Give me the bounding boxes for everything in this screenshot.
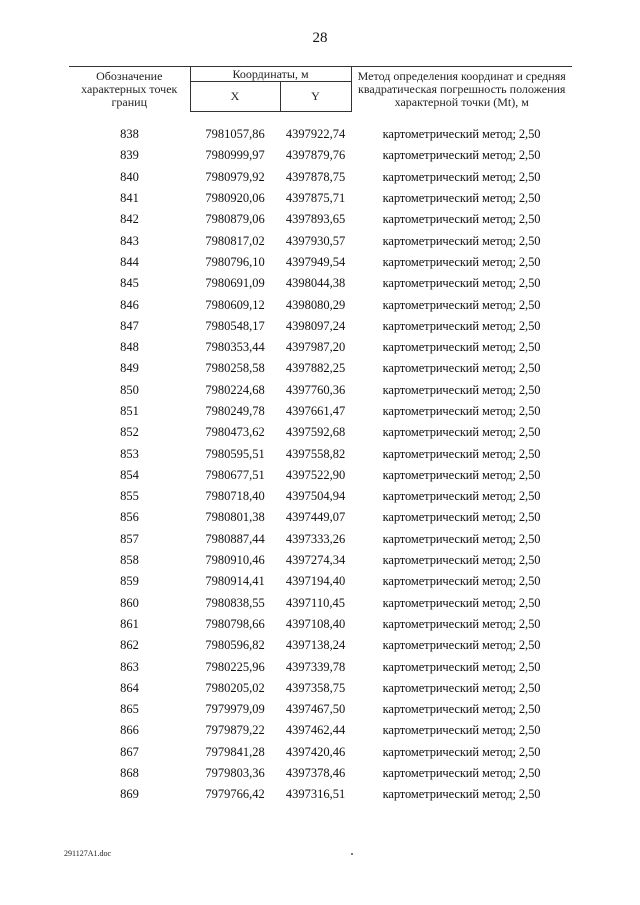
cell-point-number: 853 [120,446,139,461]
table-row [69,443,572,464]
cell-method: картометрический метод; 2,50 [382,191,541,206]
header-coordinates: Координаты, м [190,67,351,82]
cell-x-coordinate: 7980548,17 [205,318,265,333]
footer-file-name: 291127A1.doc [64,849,112,858]
cell-x-coordinate: 7980353,44 [205,340,265,355]
cell-y-coordinate: 4397661,47 [285,404,346,418]
cell-point-number: 869 [120,787,139,802]
cell-y-coordinate: 4397108,40 [285,616,346,631]
cell-point-number: 844 [120,254,139,269]
header-method: Метод определения координат и средняя квадратическая погрешность положения характерной точки (Mt), м [351,67,572,112]
cell-point-number: 845 [120,276,139,291]
cell-method: картометрический метод; 2,50 [382,425,541,440]
cell-method: картометрический метод; 2,50 [382,553,541,568]
cell-x-coordinate: 7980596,82 [205,638,265,653]
cell-point-number: 862 [120,638,139,653]
cell-method: картометрический метод; 2,50 [382,446,541,461]
cell-y-coordinate: 4397274,34 [285,553,346,568]
cell-method: картометрический метод; 2,50 [382,127,541,142]
cell-method: картометрический метод; 2,50 [382,638,541,653]
cell-y-coordinate: 4397194,40 [285,574,346,589]
table-row [69,784,572,805]
cell-y-coordinate: 4397333,26 [285,531,346,546]
cell-point-number: 858 [120,553,139,568]
cell-point-number: 850 [120,382,139,397]
coordinates-table [69,66,572,806]
cell-y-coordinate: 4398044,38 [285,276,346,291]
table-row [69,593,572,614]
cell-point-number: 840 [120,169,139,184]
cell-y-coordinate: 4397462,44 [285,723,346,738]
cell-method: картометрический метод; 2,50 [382,616,541,631]
cell-method: картометрический метод; 2,50 [382,723,541,738]
cell-point-number: 860 [120,595,139,610]
cell-y-coordinate: 4397930,57 [285,233,346,248]
cell-point-number: 865 [120,702,139,717]
cell-method: картометрический метод; 2,50 [382,659,541,674]
cell-method: картометрический метод; 2,50 [382,382,541,397]
cell-point-number: 867 [120,744,139,759]
cell-y-coordinate: 4397467,50 [285,702,346,717]
cell-point-number: 863 [120,659,139,674]
cell-y-coordinate: 4397592,68 [285,425,346,440]
cell-point-number: 841 [120,191,139,206]
table-row [69,656,572,677]
table-row [69,167,572,188]
cell-x-coordinate: 7980887,44 [205,531,265,546]
table-row [69,252,572,273]
cell-method: картометрический метод; 2,50 [382,680,541,695]
cell-point-number: 848 [120,340,139,355]
table-row [69,571,572,592]
cell-x-coordinate: 7980677,51 [205,467,265,482]
table-row [69,294,572,315]
table-row [69,763,572,784]
cell-y-coordinate: 4397522,90 [285,467,346,482]
table-row [69,188,572,209]
cell-x-coordinate: 7980691,09 [205,276,265,291]
cell-y-coordinate: 4397358,75 [285,680,346,695]
cell-method: картометрический метод; 2,50 [382,489,541,504]
cell-x-coordinate: 7980979,92 [205,169,265,184]
cell-point-number: 855 [120,489,139,504]
table-row [69,422,572,443]
cell-point-number: 857 [120,531,139,546]
cell-point-number: 846 [120,297,139,312]
cell-method: картометрический метод; 2,50 [382,361,541,376]
cell-method: картометрический метод; 2,50 [382,340,541,355]
cell-x-coordinate: 7980609,12 [205,297,265,312]
cell-y-coordinate: 4397138,24 [285,638,346,653]
cell-method: картометрический метод; 2,50 [382,531,541,546]
cell-point-number: 861 [120,616,139,631]
cell-point-number: 868 [120,766,139,781]
cell-x-coordinate: 7980224,68 [205,382,265,397]
table-row [69,529,572,550]
table-row [69,742,572,763]
table-row [69,145,572,166]
table-row [69,678,572,699]
cell-point-number: 842 [120,212,139,227]
cell-point-number: 859 [120,574,139,589]
cell-y-coordinate: 4397504,94 [285,489,346,504]
cell-y-coordinate: 4398080,29 [285,297,346,312]
table-row [69,486,572,507]
cell-x-coordinate: 7980718,40 [205,489,265,504]
table-row [69,337,572,358]
cell-method: картометрический метод; 2,50 [382,169,541,184]
table-row [69,699,572,720]
cell-point-number: 838 [120,127,139,142]
cell-y-coordinate: 4397316,51 [285,787,346,802]
cell-y-coordinate: 4397893,65 [285,212,346,227]
cell-method: картометрический метод; 2,50 [382,404,541,418]
table-row [69,401,572,422]
table-row [69,614,572,635]
cell-point-number: 839 [120,148,139,163]
table-row [69,465,572,486]
cell-method: картометрический метод; 2,50 [382,233,541,248]
cell-x-coordinate: 7980910,46 [205,553,265,568]
cell-point-number: 849 [120,361,139,376]
table-row [69,358,572,379]
cell-method: картометрический метод; 2,50 [382,276,541,291]
cell-method: картометрический метод; 2,50 [382,744,541,759]
cell-method: картометрический метод; 2,50 [382,254,541,269]
cell-method: картометрический метод; 2,50 [382,467,541,482]
table-row [69,209,572,230]
cell-method: картометрический метод; 2,50 [382,595,541,610]
cell-x-coordinate: 7980225,96 [205,659,265,674]
table-body [69,112,572,806]
cell-x-coordinate: 7979841,28 [205,744,265,759]
cell-x-coordinate: 7980920,06 [205,191,265,206]
cell-point-number: 847 [120,318,139,333]
cell-y-coordinate: 4397420,46 [285,744,346,759]
cell-y-coordinate: 4397449,07 [285,510,346,525]
cell-x-coordinate: 7980258,58 [205,361,265,376]
cell-point-number: 852 [120,425,139,440]
cell-y-coordinate: 4397879,76 [285,148,346,163]
table-row [69,507,572,528]
cell-y-coordinate: 4397558,82 [285,446,346,461]
cell-x-coordinate: 7980249,78 [205,404,265,418]
cell-x-coordinate: 7980473,62 [205,425,265,440]
page-number: 28 [312,30,328,46]
header-point-designation: Обозначение характерных точек границ [69,67,190,112]
cell-x-coordinate: 7980914,41 [205,574,265,589]
cell-method: картометрический метод; 2,50 [382,148,541,163]
cell-x-coordinate: 7979879,22 [205,723,265,738]
cell-point-number: 854 [120,467,139,482]
cell-y-coordinate: 4398097,24 [285,318,346,333]
cell-y-coordinate: 4397378,46 [285,766,346,781]
cell-method: картометрический метод; 2,50 [382,297,541,312]
cell-method: картометрический метод; 2,50 [382,702,541,717]
cell-x-coordinate: 7979979,09 [205,702,265,717]
cell-method: картометрический метод; 2,50 [382,574,541,589]
cell-point-number: 851 [120,404,139,418]
cell-x-coordinate: 7980205,02 [205,680,265,695]
cell-method: картометрический метод; 2,50 [382,212,541,227]
cell-point-number: 856 [120,510,139,525]
header-y: Y [280,82,351,112]
cell-x-coordinate: 7980801,38 [205,510,265,525]
table-row [69,635,572,656]
cell-x-coordinate: 7980817,02 [205,233,265,248]
cell-point-number: 866 [120,723,139,738]
table-row [69,380,572,401]
cell-x-coordinate: 7981057,86 [205,127,265,142]
table-row [69,230,572,251]
cell-method: картометрический метод; 2,50 [382,510,541,525]
cell-y-coordinate: 4397110,45 [286,595,345,610]
cell-y-coordinate: 4397875,71 [285,191,346,206]
cell-y-coordinate: 4397760,36 [285,382,346,397]
cell-x-coordinate: 7980796,10 [205,254,265,269]
cell-method: картометрический метод; 2,50 [382,766,541,781]
cell-x-coordinate: 7980879,06 [205,212,265,227]
table-row [69,550,572,571]
cell-y-coordinate: 4397878,75 [285,169,346,184]
table-row [69,273,572,294]
cell-point-number: 843 [120,233,139,248]
cell-x-coordinate: 7980595,51 [205,446,265,461]
cell-x-coordinate: 7980838,55 [205,595,265,610]
cell-x-coordinate: 7979803,36 [205,766,265,781]
cell-x-coordinate: 7980999,97 [205,148,265,163]
table-row [69,316,572,337]
cell-y-coordinate: 4397987,20 [285,340,346,355]
cell-y-coordinate: 4397339,78 [285,659,346,674]
scan-dot [351,853,353,855]
cell-x-coordinate: 7979766,42 [205,787,265,802]
cell-y-coordinate: 4397949,54 [285,254,346,269]
cell-point-number: 864 [120,680,139,695]
cell-y-coordinate: 4397922,74 [285,127,346,142]
cell-y-coordinate: 4397882,25 [285,361,346,376]
table-row [69,720,572,741]
cell-x-coordinate: 7980798,66 [205,616,265,631]
cell-method: картометрический метод; 2,50 [382,318,541,333]
table-row [69,124,572,145]
cell-method: картометрический метод; 2,50 [382,787,541,802]
header-x: X [190,82,280,112]
